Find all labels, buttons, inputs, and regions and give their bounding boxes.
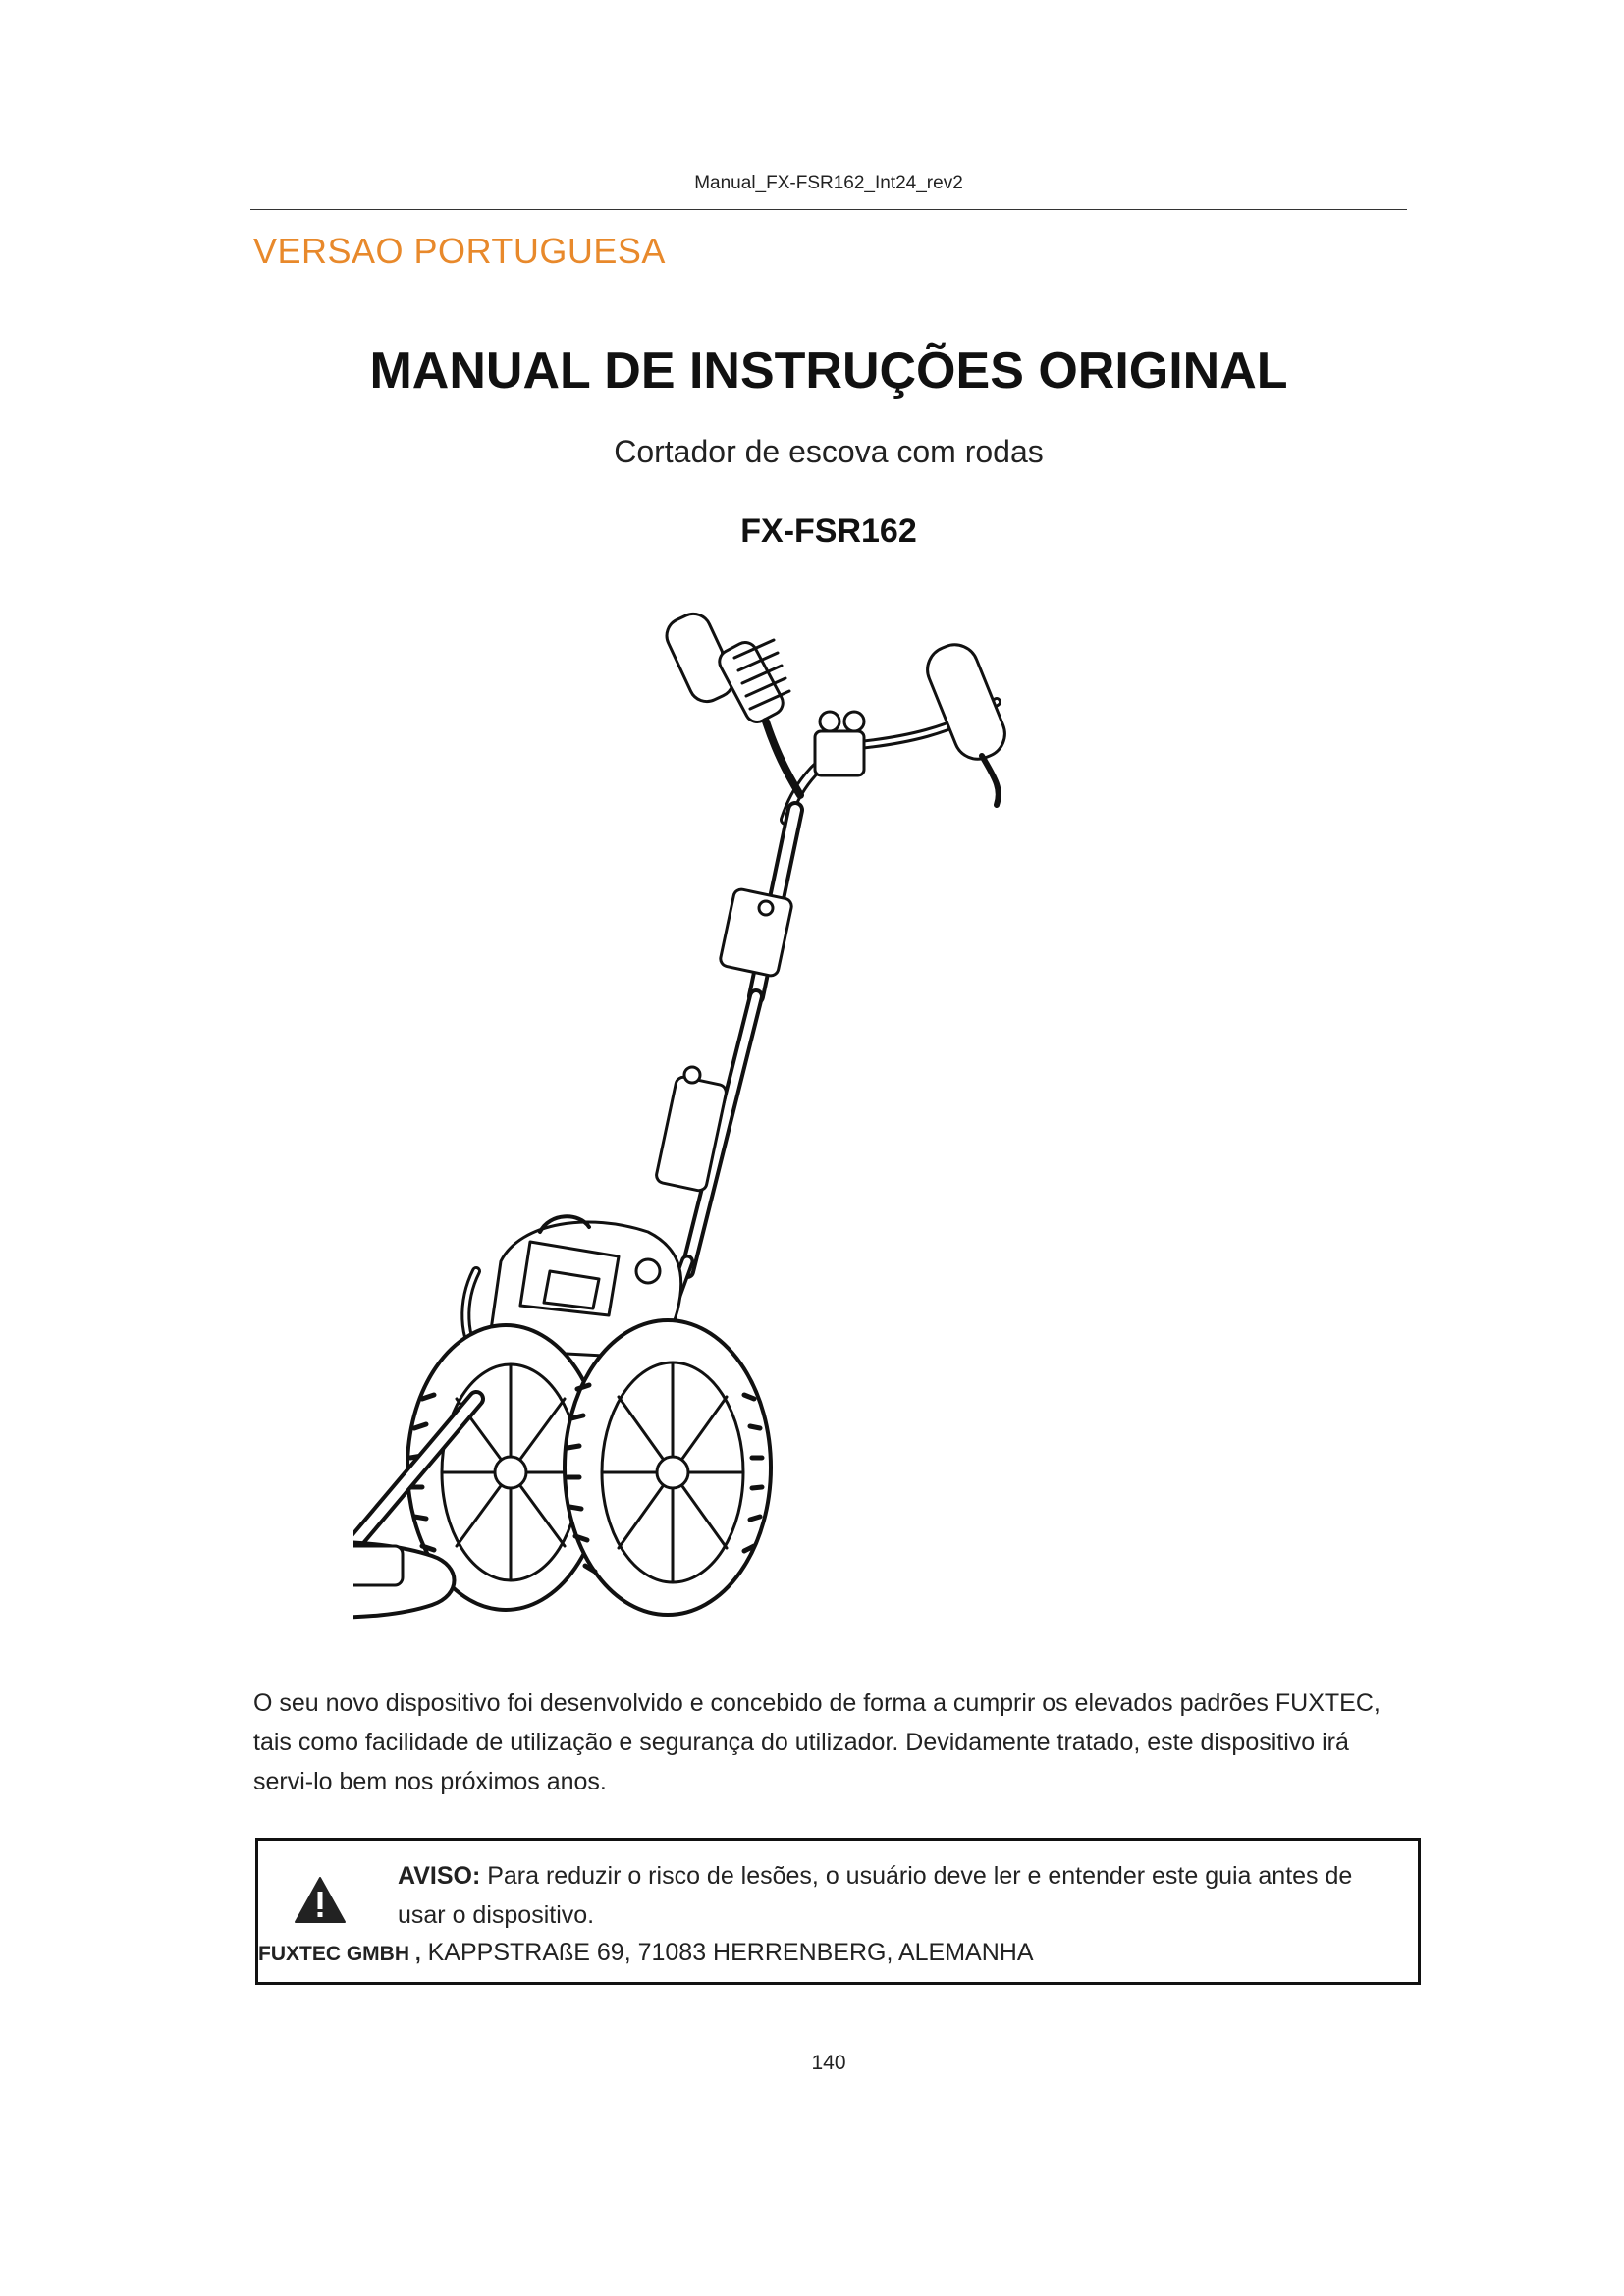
header-divider [250, 209, 1407, 210]
model-number: FX-FSR162 [740, 512, 917, 550]
document-subtitle: Cortador de escova com rodas [614, 434, 1044, 469]
warning-label: AVISO: [398, 1862, 481, 1890]
warning-message: Para reduzir o risco de lesões, o usuário deve ler e entender este guia antes de usar o dispositivo. [398, 1862, 1353, 1929]
warning-triangle-icon [294, 1876, 347, 1925]
language-section-label: VERSAO PORTUGUESA [253, 231, 666, 271]
warning-notice-box [255, 1838, 1421, 1985]
running-header: Manual_FX-FSR162_Int24_rev2 [694, 173, 963, 193]
intro-paragraph: O seu novo dispositivo foi desenvolvido e concebido de forma a cumprir os elevados padrões FUXTEC, tais como facilidade de utilização e segurança do utilizador. Devidamente tratado, este dispositivo irá servi-lo bem nos próximos anos. [253, 1689, 1380, 1795]
warning-text [398, 1856, 1399, 1935]
company-address: KAPPSTRAßE 69, 71083 HERRENBERG, ALEMANHA [427, 1939, 1034, 1966]
company-name: FUXTEC GMBH , [258, 1943, 421, 1965]
wheeled-brush-cutter-illustration [353, 584, 1267, 1674]
company-line [258, 1939, 1034, 1967]
page-number: 140 [811, 2052, 846, 2074]
document-title: MANUAL DE INSTRUÇÕES ORIGINAL [369, 343, 1288, 400]
